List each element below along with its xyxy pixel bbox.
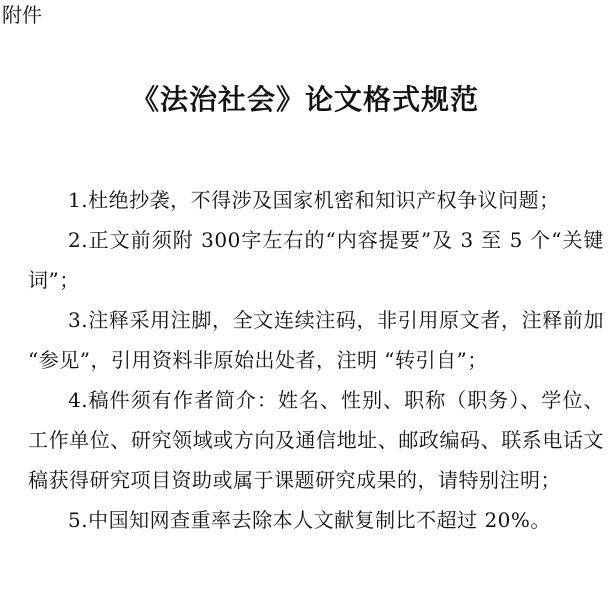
document-body bbox=[28, 180, 604, 540]
paragraph-5: 5.中国知网查重率去除本人文献复制比不超过 20%。 bbox=[68, 508, 551, 532]
paragraph-3: 3.注释采用注脚，全文连续注码，非引用原文者，注释前加 “参见”，引用资料非原始出处者，注明 “转引自”； bbox=[28, 308, 604, 372]
paragraph-2: 2.正文前须附 300字左右的“内容提要”及 3 至 5 个“关键词”； bbox=[28, 228, 604, 292]
paragraph-4: 4.稿件须有作者简介：姓名、性别、职称（职务）、学位、工作单位、研究领域或方向及通信地址、邮政编码、联系电话文稿获得研究项目资助或属于课题研究成果的，请特别注明； bbox=[28, 388, 604, 492]
paragraph-1: 1.杜绝抄袭，不得涉及国家机密和知识产权争议问题； bbox=[68, 188, 560, 212]
document-title: 《法治社会》论文格式规范 bbox=[130, 83, 479, 116]
attachment-label: 附件 bbox=[2, 3, 42, 27]
